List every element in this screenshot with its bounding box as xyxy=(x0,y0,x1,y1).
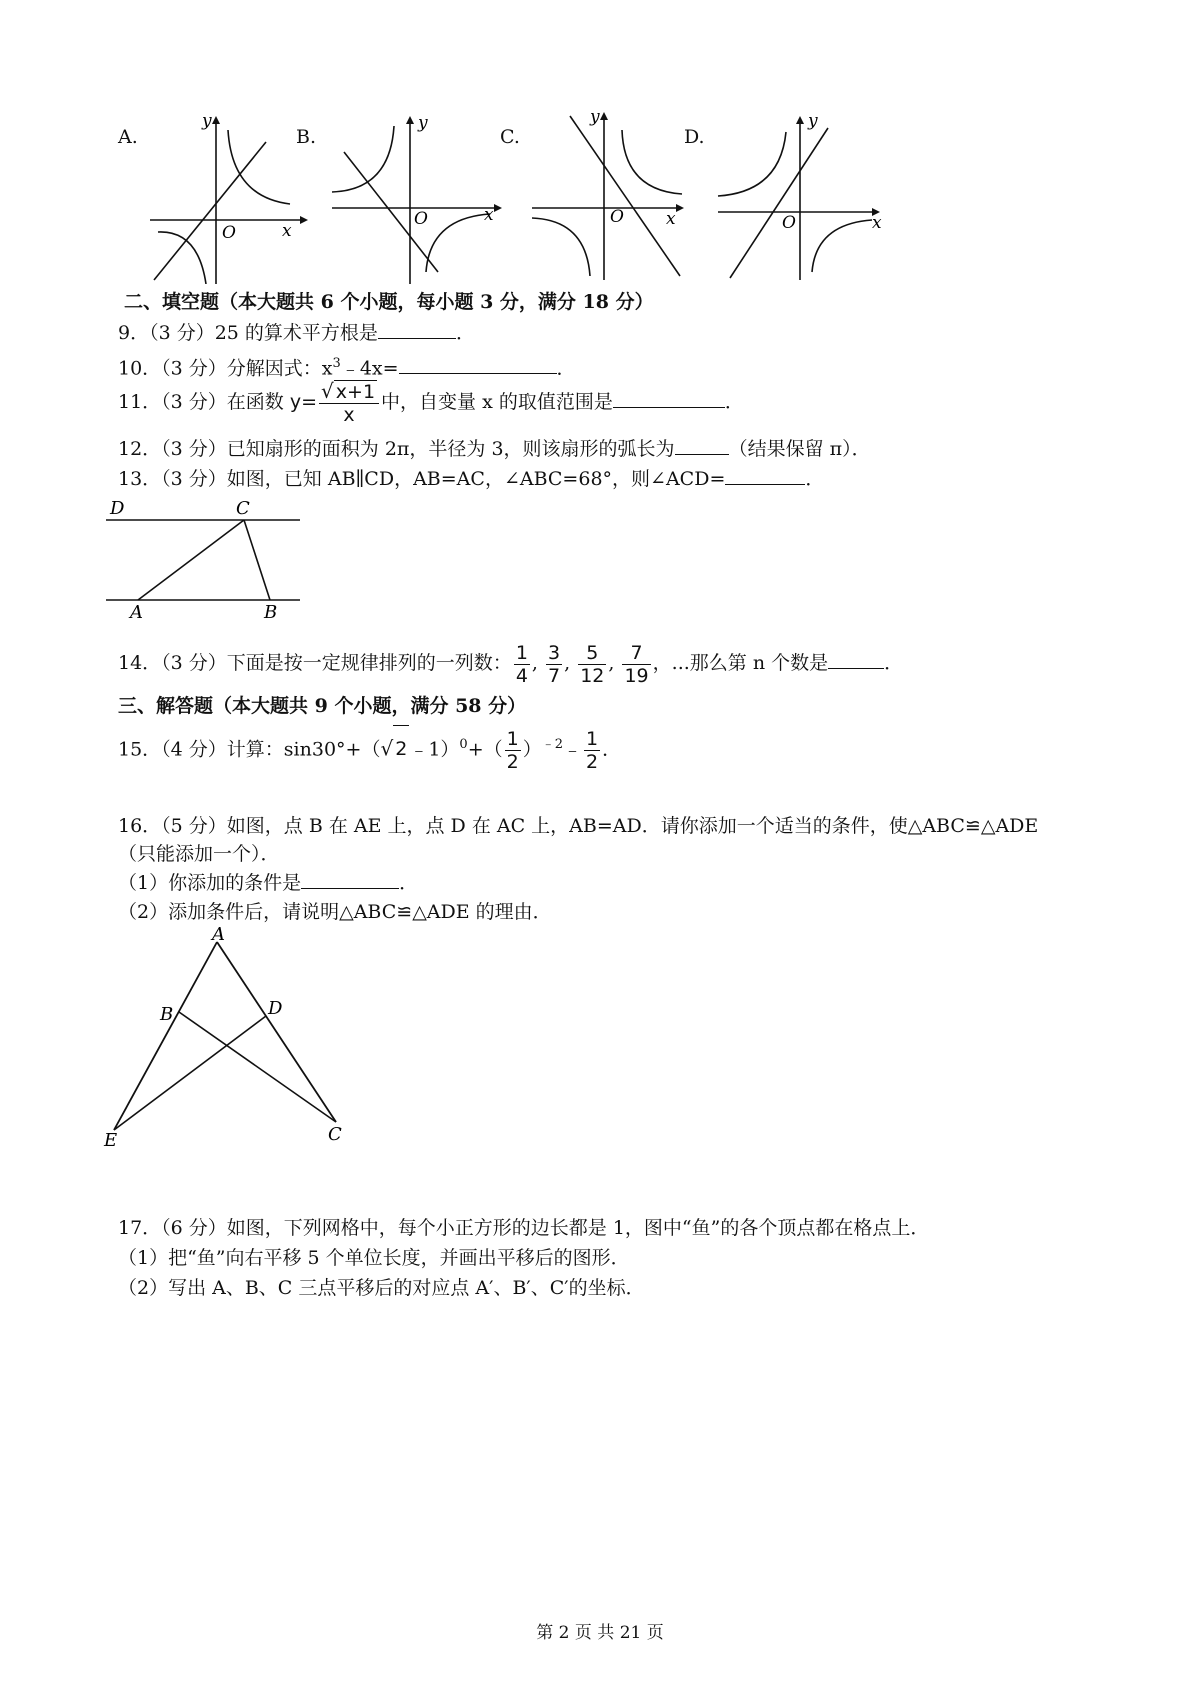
figure-q13 xyxy=(104,496,314,626)
option-c-label: C. xyxy=(500,126,520,148)
section3-heading: 三、解答题（本大题共 9 个小题，满分 58 分） xyxy=(118,695,527,717)
question-12: 12．（3 分）已知扇形的面积为 2π，半径为 3，则该扇形的弧长为 （结果保留 π）． xyxy=(118,438,871,460)
section2-heading: 二、填空题（本大题共 6 个小题，每小题 3 分，满分 18 分） xyxy=(124,291,654,313)
label-B: B xyxy=(160,1004,174,1025)
answer-blank[interactable] xyxy=(725,466,805,485)
option-b-label: B. xyxy=(296,126,317,148)
axis-x-label: x xyxy=(282,221,292,241)
label-B: B xyxy=(264,602,278,623)
option-a-graph xyxy=(140,112,310,284)
label-A: A xyxy=(130,602,143,623)
page-footer: 第 2 页 共 21 页 xyxy=(536,1623,664,1643)
label-D: D xyxy=(268,998,283,1019)
answer-blank[interactable] xyxy=(613,389,725,408)
question-14: 14．（3 分）下面是按一定规律排列的一列数： $\frac{1}{4}$ , $\frac{3}{7}$ , $\frac{5}{12}$ , $\frac{7}{19}$ ，...那么第 n 个数是 ． xyxy=(118,641,904,687)
question-16-line2: （只能添加一个）． xyxy=(118,843,280,865)
answer-blank[interactable] xyxy=(828,650,884,669)
answer-blank[interactable] xyxy=(378,320,456,339)
label-C: C xyxy=(328,1124,342,1145)
question-13: 13．（3 分）如图，已知 AB∥CD，AB=AC，∠ABC=68°，则∠ACD= ． xyxy=(118,468,825,490)
option-d-label: D. xyxy=(684,126,705,148)
question-15: 15．（4 分）计算：sin30°+（√ 2 ﹣1）$^0$+（ $\frac{1}{2}$ ）$^{﹣2}$﹣ $\frac{1}{2}$ ． xyxy=(118,722,621,773)
svg-text:x: x xyxy=(872,213,882,233)
answer-blank[interactable] xyxy=(675,436,729,455)
svg-text:y: y xyxy=(808,111,818,131)
svg-text:O: O xyxy=(610,207,624,227)
label-C: C xyxy=(236,498,250,519)
answer-blank[interactable] xyxy=(399,355,557,374)
svg-text:O: O xyxy=(782,213,796,233)
label-D: D xyxy=(110,498,125,519)
axis-y-label: y xyxy=(202,112,212,131)
origin-label: O xyxy=(222,223,236,243)
svg-text:O: O xyxy=(414,209,428,229)
svg-text:x: x xyxy=(484,205,494,225)
label-E: E xyxy=(104,1130,118,1151)
answer-blank[interactable] xyxy=(301,870,399,889)
option-c-graph xyxy=(530,106,694,280)
figure-q16 xyxy=(100,922,360,1152)
question-17-line1: 17．（6 分）如图，下列网格中，每个小正方形的边长都是 1，图中“鱼”的各个顶点都在格点上． xyxy=(118,1217,930,1239)
option-b-graph xyxy=(326,112,506,284)
question-11: 11．（3 分）在函数 y= $\frac{√ x+1}{x}$ 中，自变量 x 的取值范围是 ． xyxy=(118,379,744,426)
label-A: A xyxy=(212,924,225,945)
question-16-line1: 16．（5 分）如图，点 B 在 AE 上，点 D 在 AC 上，AB=AD．请你添加一个适当的条件，使△ABC≌△ADE xyxy=(118,815,1039,837)
question-17-part2: （2）写出 A、B、C 三点平移后的对应点 A′、B′、C′的坐标． xyxy=(118,1277,645,1299)
svg-text:x: x xyxy=(666,209,676,229)
fraction: $\frac{√ x+1}{x}$ xyxy=(319,380,379,426)
option-a-label: A. xyxy=(118,126,138,148)
question-16-part2: （2）添加条件后，请说明△ABC≌△ADE 的理由． xyxy=(118,901,552,923)
question-17-part1: （1）把“鱼”向右平移 5 个单位长度，并画出平移后的图形． xyxy=(118,1247,630,1269)
question-16-part1: （1）你添加的条件是 ． xyxy=(118,872,419,894)
svg-text:y: y xyxy=(590,107,600,127)
option-d-graph xyxy=(716,108,888,280)
question-9: 9．（3 分）25 的算术平方根是 ． xyxy=(118,322,475,344)
svg-text:y: y xyxy=(418,113,428,133)
question-10: 10．（3 分）分解因式：$x^3﹣4x=$ ． xyxy=(118,356,576,380)
